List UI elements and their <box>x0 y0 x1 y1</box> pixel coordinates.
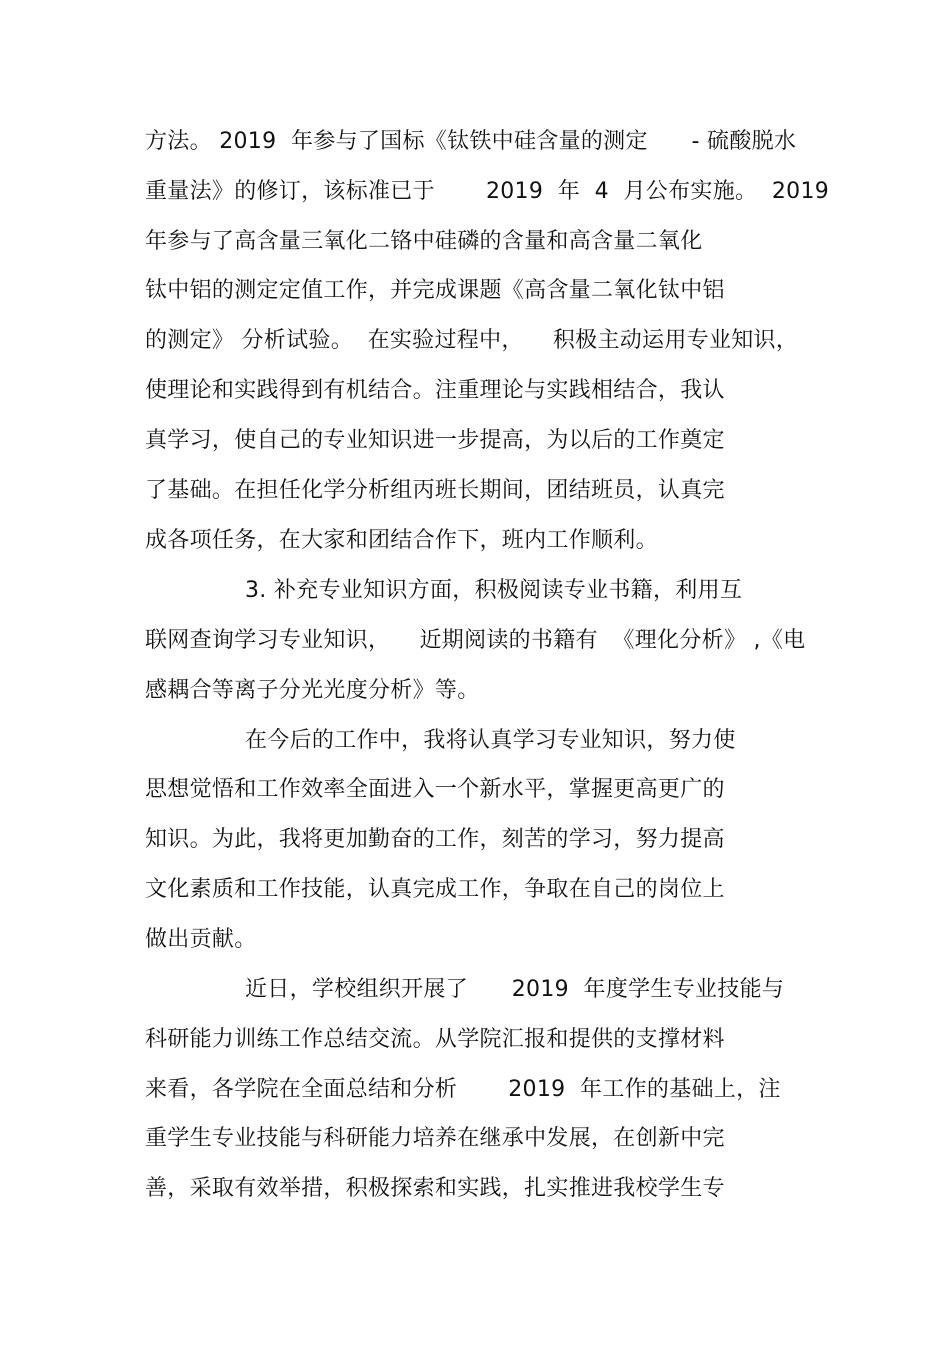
text-line: 3. 补充专业知识方面，积极阅读专业书籍，利用互 <box>245 578 743 603</box>
text-line: 来看，各学院在全面总结和分析 2019 年工作的基础上，注 <box>145 1077 781 1102</box>
text-line: 重量法》的修订，该标准已于 2019 年 4 月公布实施。 2019 <box>145 179 830 204</box>
text-line: 科研能力训练工作总结交流。从学院汇报和提供的支撑材料 <box>145 1027 725 1052</box>
text-line: 联网查询学习专业知识， 近期阅读的书籍有 《理化分析》 ,《电 <box>145 628 806 653</box>
text-line: 成各项任务，在大家和团结合作下，班内工作顺利。 <box>145 528 658 553</box>
text-line: 钛中铝的测定定值工作，并完成课题《高含量二氧化钛中铝 <box>145 278 725 303</box>
text-line: 知识。为此，我将更加勤奋的工作，刻苦的学习，努力提高 <box>145 827 725 852</box>
text-line: 方法。 2019 年参与了国标《钛铁中硅含量的测定 - 硫酸脱水 <box>145 129 797 154</box>
text-line: 近日，学校组织开展了 2019 年度学生专业技能与 <box>245 977 785 1002</box>
text-line: 在今后的工作中，我将认真学习专业知识，努力使 <box>245 728 736 753</box>
text-line: 的测定》 分析试验。 在实验过程中， 积极主动运用专业知识， <box>145 328 799 353</box>
text-line: 文化素质和工作技能，认真完成工作，争取在自己的岗位上 <box>145 877 725 902</box>
text-line: 重学生专业技能与科研能力培养在继承中发展，在创新中完 <box>145 1126 725 1151</box>
text-line: 善，采取有效举措，积极探索和实践，扎实推进我校学生专 <box>145 1176 725 1201</box>
text-line: 了基础。在担任化学分析组丙班长期间，团结班员，认真完 <box>145 478 725 503</box>
text-line: 真学习，使自己的专业知识进一步提高，为以后的工作奠定 <box>145 428 725 453</box>
text-line: 年参与了高含量三氧化二铬中硅磷的含量和高含量二氧化 <box>145 229 703 254</box>
text-line: 使理论和实践得到有机结合。注重理论与实践相结合，我认 <box>145 378 725 403</box>
text-line: 思想觉悟和工作效率全面进入一个新水平，掌握更高更广的 <box>145 777 725 802</box>
text-line: 感耦合等离子分光光度分析》等。 <box>145 678 480 703</box>
text-line: 做出贡献。 <box>145 927 257 952</box>
